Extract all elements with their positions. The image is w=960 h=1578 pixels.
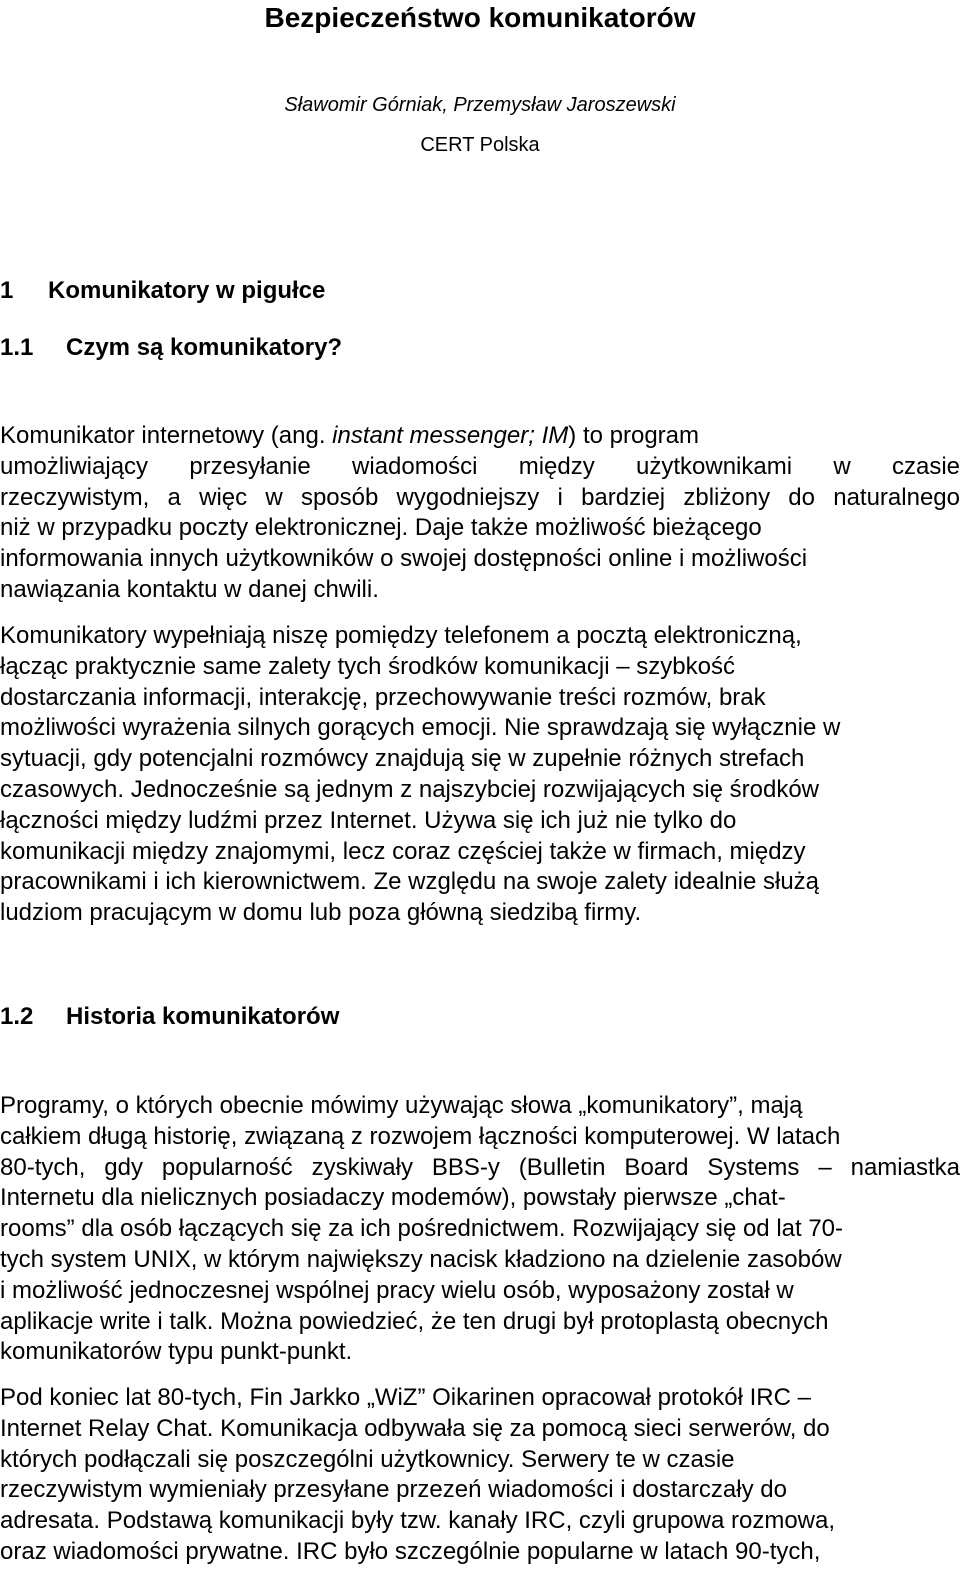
paragraph-line: informowania innych użytkowników o swojej dostępności online i możliwości	[0, 545, 808, 573]
paragraph-line: możliwości wyrażenia silnych gorących emocji. Nie sprawdzają się wyłącznie w	[0, 714, 841, 742]
text-run: Komunikator internetowy (ang.	[0, 422, 333, 449]
paragraph-line: łączności między ludźmi przez Internet. Używa się ich już nie tylko do	[0, 806, 737, 834]
paragraph-line: umożliwiający przesyłanie wiadomości między użytkownikami w czasie	[0, 452, 960, 480]
paragraph-line: dostarczania informacji, interakcję, przechowywanie treści rozmów, brak	[0, 683, 766, 711]
section-title: Komunikatory w pigułce	[48, 277, 326, 304]
paragraph-line: rzeczywistym wymieniały przesyłane przezeń wiadomości i dostarczały do	[0, 1476, 787, 1504]
section-title: Czym są komunikatory?	[66, 334, 343, 361]
paragraph-line: 80-tych, gdy popularność zyskiwały BBS-y (Bulletin Board Systems – namiastka	[0, 1153, 960, 1181]
paragraph-line: Internet Relay Chat. Komunikacja odbywała się za pomocą sieci serwerów, do	[0, 1414, 830, 1442]
paragraph-line: których podłączali się poszczególni użytkownicy. Serwery te w czasie	[0, 1445, 735, 1473]
document-title: Bezpieczeństwo komunikatorów	[264, 2, 696, 33]
paragraph-line: Komunikatory wypełniają niszę pomiędzy telefonem a pocztą elektroniczną,	[0, 622, 802, 649]
section-number: 1.1	[0, 334, 34, 361]
paragraph-im-niche	[0, 621, 960, 929]
paragraph-line: pracownikami i ich kierownictwem. Ze względu na swoje zalety idealnie służą	[0, 868, 820, 896]
text-run: ) to program	[568, 422, 699, 449]
paragraph-line: tych system UNIX, w którym największy nacisk kładziono na dzielenie zasobów	[0, 1245, 842, 1273]
section-heading-1	[0, 276, 325, 306]
paragraph-line: komunikatorów typu punkt-punkt.	[0, 1338, 353, 1366]
paragraph-line: niż w przypadku poczty elektronicznej. Daje także możliwość bieżącego	[0, 514, 762, 542]
paragraph-line: Internetu dla nielicznych posiadaczy modemów), powstały pierwsze „chat-	[0, 1184, 786, 1212]
paragraph-line: i możliwość jednoczesnej wspólnej pracy wielu osób, wyposażony został w	[0, 1276, 794, 1304]
paragraph-line: całkiem długą historię, związaną z rozwojem łączności komputerowej. W latach	[0, 1122, 841, 1150]
document-organization: CERT Polska	[420, 134, 540, 156]
paragraph-line: aplikacje write i talk. Można powiedzieć, że ten drugi był protoplastą obecnych	[0, 1307, 829, 1335]
emphasis-term: instant messenger; IM	[332, 422, 569, 449]
paragraph-line: komunikacji między znajomymi, lecz coraz częściej także w firmach, między	[0, 837, 806, 865]
paragraph-history	[0, 1091, 960, 1368]
paragraph-line: oraz wiadomości prywatne. IRC było szczególnie popularne w latach 90-tych,	[0, 1537, 821, 1565]
paragraph-line: adresata. Podstawą komunikacji były tzw. kanały IRC, czyli grupowa rozmowa,	[0, 1507, 836, 1535]
paragraph-line: nawiązania kontaktu w danej chwili.	[0, 575, 379, 603]
section-title: Historia komunikatorów	[66, 1003, 340, 1030]
paragraph-line: rooms” dla osób łączących się za ich pośrednictwem. Rozwijający się od lat 70-	[0, 1215, 844, 1243]
section-number: 1.2	[0, 1003, 34, 1030]
paragraph-line: czasowych. Jednocześnie są jednym z najszybciej rozwijających się środków	[0, 775, 820, 803]
section-heading-1-1	[0, 333, 342, 363]
paragraph-irc	[0, 1383, 960, 1568]
paragraph-line: rzeczywistym, a więc w sposób wygodniejszy i bardziej zbliżony do naturalnego	[0, 483, 960, 511]
paragraph-line: Pod koniec lat 80-tych, Fin Jarkko „WiZ” Oikarinen opracował protokół IRC –	[0, 1384, 811, 1411]
document-authors: Sławomir Górniak, Przemysław Jaroszewski	[284, 94, 676, 116]
paragraph-line: sytuacji, gdy potencjalni rozmówcy znajdują się w zupełnie różnych strefach	[0, 745, 805, 773]
paragraph-line	[0, 421, 960, 452]
paragraph-line: łącząc praktycznie same zalety tych środków komunikacji – szybkość	[0, 652, 735, 680]
paragraph-line: ludziom pracującym w domu lub poza główną siedzibą firmy.	[0, 899, 642, 927]
paragraph-line: Programy, o których obecnie mówimy używając słowa „komunikatory”, mają	[0, 1092, 803, 1119]
section-heading-1-2	[0, 1002, 339, 1032]
section-number: 1	[0, 277, 14, 304]
paragraph-im-definition	[0, 421, 960, 606]
